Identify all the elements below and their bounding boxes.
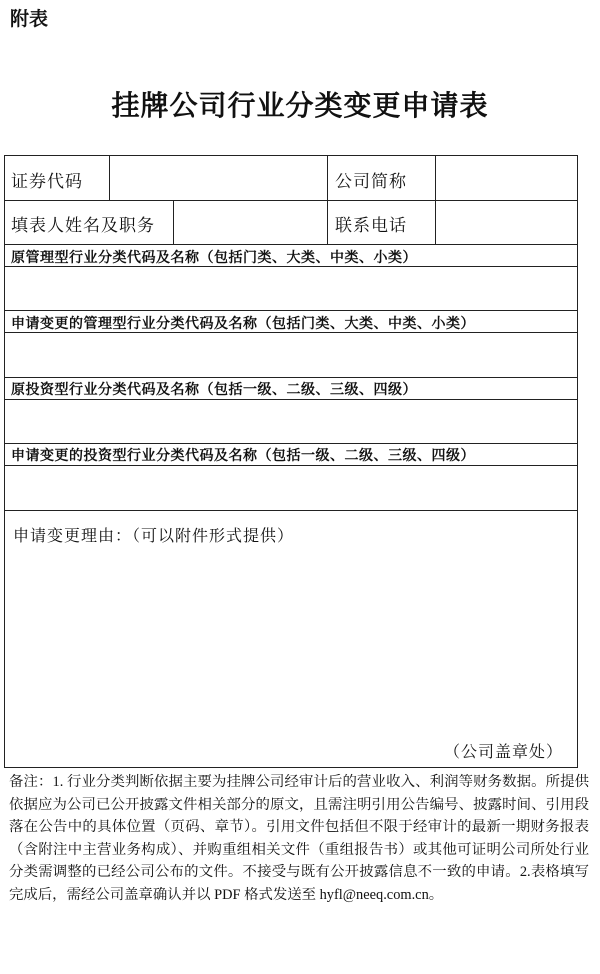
company-short-name-label: 公司简称 [335,172,407,192]
divider [5,399,577,400]
divider [5,200,577,201]
application-form [4,155,578,768]
divider [109,156,110,200]
page-title: 挂牌公司行业分类变更申请表 [111,89,489,122]
security-code-label: 证券代码 [11,172,83,192]
divider [5,244,577,245]
change-reason-label: 申请变更理由：（可以附件形式提供） [13,526,295,545]
divider [5,310,577,311]
new-management-industry-label: 申请变更的管理型行业分类代码及名称（包括门类、大类、中类、小类） [11,316,475,332]
remarks-note: 备注：1. 行业分类判断依据主要为挂牌公司经审计后的营业收入、利润等财务数据。所提供依据应为公司已公开披露文件相关部分的原文，且需注明引用公告编号、披露时间、引用段落在公告中的具体位置（页码、章节）。引用文件包括但不限于经审计的最新一期财务报表（含附注中主营业务构成）、并购重组相关文件（重组报告书）或其他可证明公司所处行业分类需调整的已经公司公布的文件。不接受与既有公开披露信息不一致的申请。2.表格填写完成后，需经公司盖章确认并以 PDF 格式发送至 hyfl@neeq.com.cn。 [9,774,589,903]
divider [5,377,577,378]
divider [5,510,577,511]
divider [5,443,577,444]
divider [5,332,577,333]
divider [5,465,577,466]
divider [5,266,577,267]
filler-name-title-label: 填表人姓名及职务 [11,216,155,236]
contact-phone-label: 联系电话 [335,216,407,236]
divider [173,200,174,244]
original-investment-industry-label: 原投资型行业分类代码及名称（包括一级、二级、三级、四级） [11,382,417,398]
new-investment-industry-label: 申请变更的投资型行业分类代码及名称（包括一级、二级、三级、四级） [11,448,475,464]
original-management-industry-label: 原管理型行业分类代码及名称（包括门类、大类、中类、小类） [11,250,417,266]
company-seal-label: （公司盖章处） [443,742,563,761]
appendix-label: 附表 [10,8,49,30]
